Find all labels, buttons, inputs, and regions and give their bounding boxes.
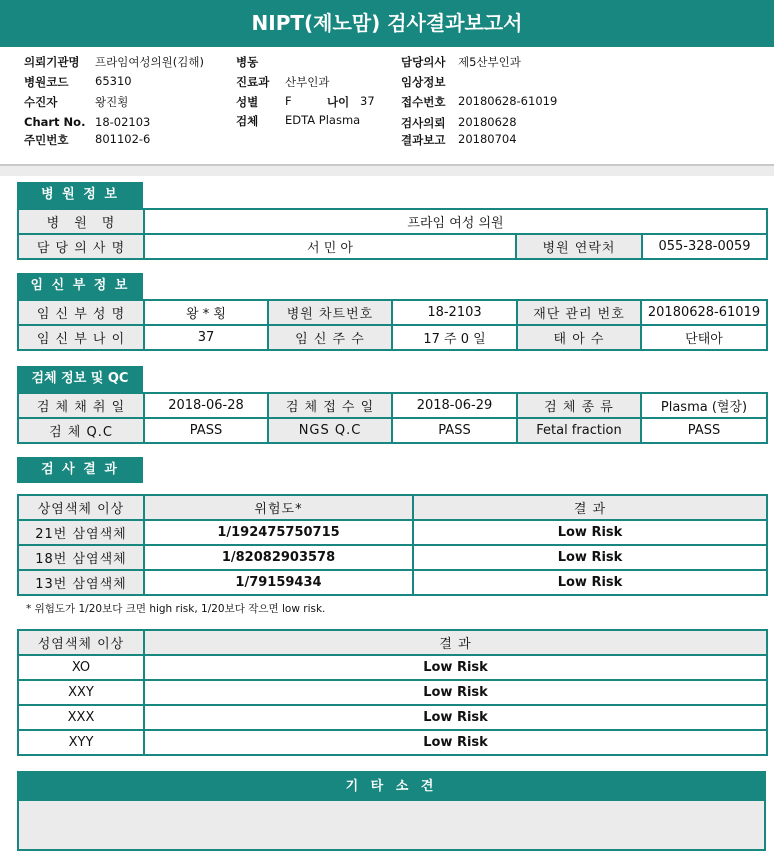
risk-value: 1/79159434 [144,570,413,595]
row-label: XO [18,655,144,680]
age-value: 37 [360,94,375,108]
table-row [18,520,767,545]
row-label: XXX [18,705,144,730]
hospital-info-table [17,208,768,260]
table-row [18,570,767,595]
receipt-no-value: 20180628-61019 [458,94,558,108]
row-label: 21번 삼염색체 [18,520,144,545]
table-row [18,418,767,443]
ngs-qc-label: NGS Q.C [268,418,392,443]
collection-date-label: 검 체 채 취 일 [18,393,144,418]
specimen-type-label: 검 체 종 류 [517,393,641,418]
hospital-phone-value: 055-328-0059 [642,234,767,259]
result-value: Low Risk [413,545,767,570]
risk-value: 1/192475750715 [144,520,413,545]
foundation-number-label: 재단 관리 번호 [517,300,641,325]
doctor-name-label: 담 당 의 사 명 [18,234,144,259]
request-date-label: 검사의뢰 [401,116,446,130]
rrn-label: 주민번호 [24,133,69,147]
sex-value: F [285,94,292,108]
dept-label: 진료과 [236,75,270,89]
table-row [18,325,767,350]
specimen-label: 검체 [236,114,259,128]
header-gap [0,166,774,176]
hospital-code-label: 병원코드 [24,75,69,89]
table-row [18,545,767,570]
pregnant-age-label: 임 신 부 나 이 [18,325,144,350]
doctor-label: 담당의사 [401,55,446,69]
other-findings-box [17,771,766,851]
fetal-fraction-label: Fetal fraction [517,418,641,443]
hospital-name-label: 병 원 명 [18,209,144,234]
result-value: Low Risk [144,655,767,680]
column-header: 상염색체 이상 [18,495,144,520]
report-date-label: 결과보고 [401,133,446,147]
doctor-value: 제5산부인과 [458,55,521,69]
hospital-code-value: 65310 [95,74,132,88]
clinical-info-label: 임상정보 [401,75,446,89]
pregnant-info-tab: 임 신 부 정 보 [17,273,143,299]
table-row [18,680,767,705]
table-row [18,655,767,680]
request-date-value: 20180628 [458,115,517,129]
specimen-type-value: Plasma (혈장) [641,393,767,418]
column-header: 위험도* [144,495,413,520]
column-header: 결 과 [144,630,767,655]
result-value: Low Risk [144,705,767,730]
pregnant-info-table [17,299,768,351]
risk-footnote: * 위험도가 1/20보다 크면 high risk, 1/20보다 작으면 low risk. [26,603,326,615]
table-row [18,234,767,259]
other-findings-body [19,801,764,849]
specimen-value: EDTA Plasma [285,113,361,127]
other-findings-title: 기 타 소 견 [19,773,764,801]
column-header: 결 과 [413,495,767,520]
hospital-name-value: 프라임 여성 의원 [144,209,767,234]
hospital-phone-label: 병원 연락처 [516,234,642,259]
table-row [18,393,767,418]
result-value: Low Risk [413,520,767,545]
institution-value: 프라임여성의원(김해) [95,55,204,69]
table-header-row [18,630,767,655]
table-row [18,209,767,234]
page-title: NIPT(제노맘) 검사결과보고서 [0,0,774,47]
fetal-fraction-value: PASS [641,418,767,443]
report-date-value: 20180704 [458,132,517,146]
result-value: Low Risk [413,570,767,595]
result-value: Low Risk [144,730,767,755]
table-row [18,730,767,755]
specimen-info-table [17,392,768,444]
recipient-label: 수진자 [24,95,58,109]
chart-number-label: 병원 차트번호 [268,300,392,325]
gestation-weeks-label: 임 신 주 수 [268,325,392,350]
hospital-info-tab: 병 원 정 보 [17,182,143,208]
pregnant-age-value: 37 [144,325,268,350]
chart-number-value: 18-2103 [392,300,517,325]
ward-label: 병동 [236,55,259,69]
specimen-info-tab: 검체 정보 및 QC [17,366,143,392]
row-label: 13번 삼염색체 [18,570,144,595]
recipient-value: 왕진횡 [95,95,129,109]
rrn-value: 801102-6 [95,132,151,146]
chart-no-label: Chart No. [24,115,86,129]
dept-value: 산부인과 [285,75,330,89]
pregnant-name-value: 왕 * 횡 [144,300,268,325]
sex-label: 성별 [236,95,259,109]
fetus-count-label: 태 아 수 [517,325,641,350]
pregnant-name-label: 임 신 부 성 명 [18,300,144,325]
report-header [0,52,774,164]
chart-no-value: 18-02103 [95,115,151,129]
age-label: 나이 [327,95,350,109]
column-header: 성염색체 이상 [18,630,144,655]
table-header-row [18,495,767,520]
collection-date-value: 2018-06-28 [144,393,268,418]
result-value: Low Risk [144,680,767,705]
receipt-date-value: 2018-06-29 [392,393,517,418]
results-tab: 검 사 결 과 [17,457,143,483]
sex-chromosome-table [17,629,768,756]
ngs-qc-value: PASS [392,418,517,443]
row-label: 18번 삼염색체 [18,545,144,570]
autosome-results-table [17,494,768,596]
foundation-number-value: 20180628-61019 [641,300,767,325]
row-label: XYY [18,730,144,755]
row-label: XXY [18,680,144,705]
table-row [18,300,767,325]
fetus-count-value: 단태아 [641,325,767,350]
table-row [18,705,767,730]
gestation-weeks-value: 17 주 0 일 [392,325,517,350]
institution-label: 의뢰기관명 [24,55,80,69]
specimen-qc-value: PASS [144,418,268,443]
receipt-no-label: 접수번호 [401,95,446,109]
receipt-date-label: 검 체 접 수 일 [268,393,392,418]
specimen-qc-label: 검 체 Q.C [18,418,144,443]
risk-value: 1/82082903578 [144,545,413,570]
doctor-name-value: 서 민 아 [144,234,516,259]
